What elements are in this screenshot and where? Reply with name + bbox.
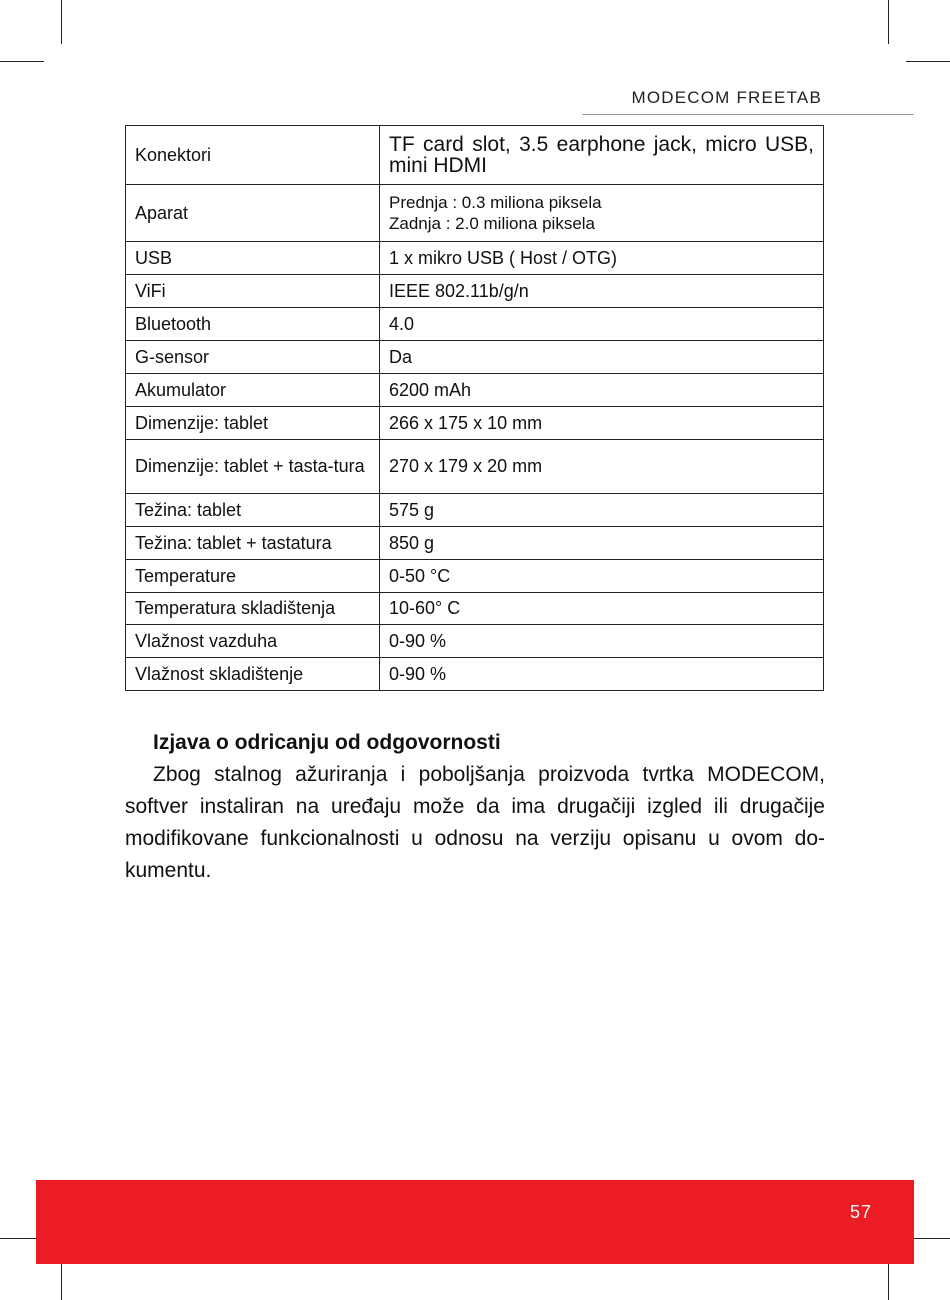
spec-value: 575 g [380,494,824,527]
disclaimer-heading: Izjava o odricanju od odgovornosti [153,731,501,754]
table-row [126,593,824,625]
spec-table [125,125,824,691]
table-row [126,242,824,275]
spec-value: Da [380,341,824,374]
spec-label: Akumulator [126,374,380,407]
table-row [126,407,824,440]
table-row [126,185,824,242]
spec-label: Vlažnost vazduha [126,625,380,658]
table-row [126,275,824,308]
table-row [126,658,824,691]
spec-label: Temperature [126,560,380,593]
disclaimer-body: Zbog stalnog ažuriranja i poboljšanja proizvoda tvrtka MODECOM, softver instaliran na uređaju može da ima drugačiji izgled ili drugačije modifikovane funkcionalnosti u odnosu na verziju opisanu u ovom do-kumentu. [125,763,825,882]
spec-label: Težina: tablet + tastatura [126,527,380,560]
spec-label: Bluetooth [126,308,380,341]
spec-label: Aparat [126,185,380,242]
spec-label: Vlažnost skladištenje [126,658,380,691]
spec-label: Težina: tablet [126,494,380,527]
spec-value-line: Prednja : 0.3 miliona piksela [389,193,602,212]
crop-mark [0,61,44,62]
spec-label: ViFi [126,275,380,308]
crop-mark [61,0,62,44]
spec-label: G-sensor [126,341,380,374]
spec-value: 0-90 % [380,625,824,658]
footer-band [36,1180,914,1264]
table-row [126,625,824,658]
spec-value: 850 g [380,527,824,560]
spec-value-line: Zadnja : 2.0 miliona piksela [389,214,596,233]
spec-value: 10-60° C [380,593,824,625]
spec-label: Dimenzije: tablet + tasta-tura [126,440,380,494]
spec-value: 0-90 % [380,658,824,691]
table-row [126,341,824,374]
spec-value [380,185,824,242]
running-header: MODECOM FREETAB [631,88,822,107]
spec-value: 266 x 175 x 10 mm [380,407,824,440]
spec-value: TF card slot, 3.5 earphone jack, micro USB, mini HDMI [380,126,824,185]
table-row [126,374,824,407]
spec-value: 4.0 [380,308,824,341]
table-row [126,126,824,185]
spec-value: 0-50 °C [380,560,824,593]
header-rule [582,114,914,115]
spec-label: Konektori [126,126,380,185]
table-row [126,440,824,494]
table-row [126,527,824,560]
spec-value: 270 x 179 x 20 mm [380,440,824,494]
spec-label: Temperatura skladištenja [126,593,380,625]
spec-label: Dimenzije: tablet [126,407,380,440]
spec-value: IEEE 802.11b/g/n [380,275,824,308]
crop-mark [906,61,950,62]
table-row [126,560,824,593]
table-row [126,308,824,341]
spec-label: USB [126,242,380,275]
spec-value: 1 x mikro USB ( Host / OTG) [380,242,824,275]
disclaimer-section [125,727,825,887]
page-number: 57 [849,1202,872,1222]
spec-value: 6200 mAh [380,374,824,407]
table-row [126,494,824,527]
crop-mark [888,0,889,44]
